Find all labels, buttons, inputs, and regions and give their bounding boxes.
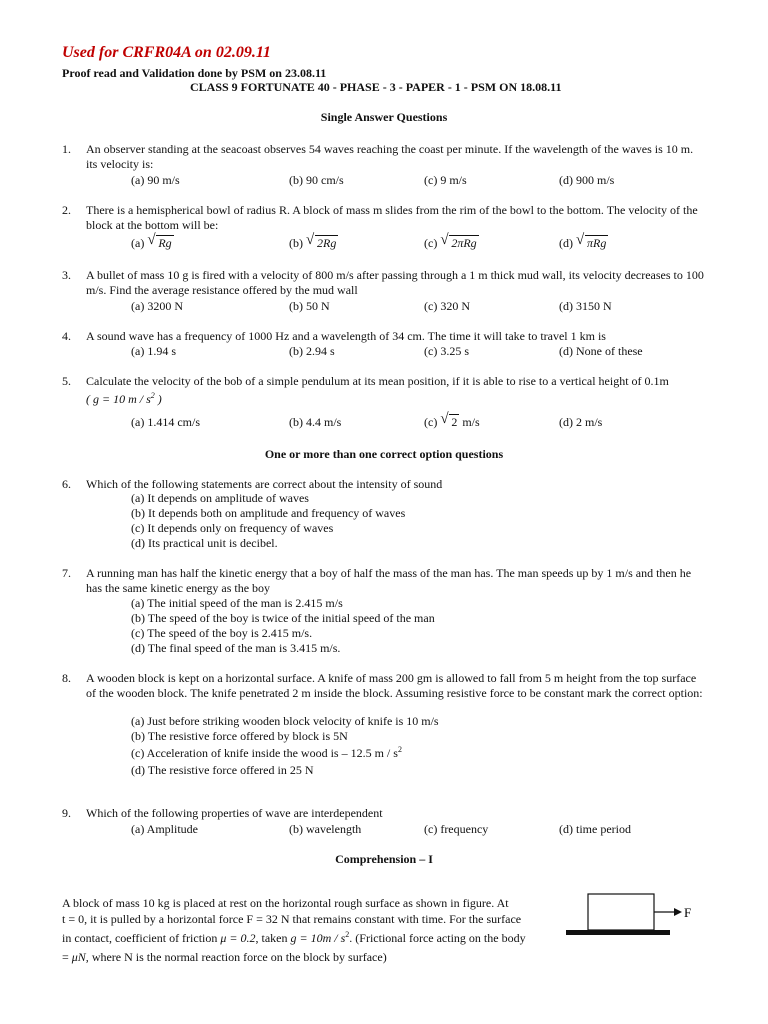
- sub-option: (c) The speed of the boy is 2.415 m/s.: [131, 626, 313, 640]
- sub-option: (b) The resistive force offered by block is 5N: [131, 729, 348, 743]
- usage-note: Used for CRFR04A on 02.09.11: [62, 44, 271, 61]
- option-a: [131, 232, 174, 251]
- exponent: 2: [397, 745, 402, 754]
- sqrt-expression: √ πRg: [576, 232, 607, 250]
- option-c: (c) frequency: [424, 822, 489, 836]
- option-a: (a) 1.414 cm/s: [131, 415, 200, 429]
- option-a: (a) 1.94 s: [131, 344, 176, 358]
- question-number: 1.: [62, 142, 71, 156]
- option-d: (d) 900 m/s: [559, 173, 615, 187]
- force-arrow-head: [674, 908, 682, 916]
- force-label: F: [684, 905, 692, 920]
- option-b: (b) 50 N: [289, 299, 330, 313]
- text-fragment: =: [62, 950, 69, 964]
- sub-option: (d) The final speed of the man is 3.415 m/s.: [131, 641, 341, 655]
- sub-option: (a) Just before striking wooden block velocity of knife is 10 m/s: [131, 714, 439, 728]
- sqrt-expression: √ 2Rg: [306, 232, 337, 250]
- option-letter: (c): [424, 236, 438, 250]
- sub-option: [131, 745, 402, 761]
- sub-option: (c) It depends only on frequency of waves: [131, 521, 334, 535]
- question-number: 7.: [62, 566, 71, 580]
- radicand: πRg: [587, 236, 607, 250]
- sub-option: (d) Its practical unit is decibel.: [131, 536, 278, 550]
- comprehension-line: A block of mass 10 kg is placed at rest on the horizontal rough surface as shown in figure. At: [62, 896, 509, 910]
- sub-option: (d) The resistive force offered in 25 N: [131, 763, 314, 777]
- comprehension-line: [62, 950, 387, 965]
- option-d: (d) time period: [559, 822, 631, 836]
- section-heading-single: Single Answer Questions: [320, 110, 448, 124]
- rough-surface: [566, 930, 670, 935]
- sub-option: (a) It depends on amplitude of waves: [131, 491, 309, 505]
- sqrt-expression: √ Rg: [147, 232, 172, 250]
- paper-title: CLASS 9 FORTUNATE 40 - PHASE - 3 - PAPER - 1 - PSM ON 18.08.11: [190, 80, 562, 94]
- comprehension-line: [62, 930, 526, 946]
- option-a: (a) 3200 N: [131, 299, 183, 313]
- question-number: 4.: [62, 329, 71, 343]
- section-heading-comprehension: Comprehension – I: [335, 852, 433, 866]
- friction-coefficient: μ = 0.2: [220, 931, 256, 945]
- option-letter: (d): [559, 236, 573, 250]
- given-close: ): [154, 392, 162, 406]
- text-fragment: . (Frictional force acting on the body: [349, 931, 526, 945]
- proof-note: Proof read and Validation done by PSM on 23.08.11: [62, 66, 327, 80]
- given-expression: ( g = 10 m / s: [86, 392, 151, 406]
- option-b: (b) 4.4 m/s: [289, 415, 342, 429]
- radicand: 2Rg: [317, 236, 337, 250]
- option-b: (b) 2.94 s: [289, 344, 335, 358]
- sub-option: (b) It depends both on amplitude and frequency of waves: [131, 506, 406, 520]
- text-fragment: in contact, coefficient of friction: [62, 931, 218, 945]
- question-number: 2.: [62, 203, 71, 217]
- question-text: A running man has half the kinetic energy that a boy of half the mass of the man has. The man speeds up by 1 m/s and then he has the same kinetic energy as the boy: [86, 566, 692, 595]
- text-fragment: where N is the normal reaction force on the block by surface): [88, 950, 387, 964]
- option-b: [289, 232, 338, 251]
- option-letter: (b): [289, 236, 303, 250]
- radicand: 2πRg: [451, 236, 477, 250]
- question-text: Calculate the velocity of the bob of a simple pendulum at its mean position, if it is able to rise to a vertical height of 0.1m: [86, 374, 669, 388]
- sqrt-expression: √ 2: [440, 411, 458, 429]
- option-c: (c) 3.25 s: [424, 344, 469, 358]
- radicand: 2: [451, 415, 458, 429]
- radicand: Rg: [158, 236, 172, 250]
- sub-option: (b) The speed of the boy is twice of the initial speed of the man: [131, 611, 435, 625]
- sqrt-expression: √ 2πRg: [440, 232, 477, 250]
- unit: m/s: [459, 415, 480, 429]
- option-c: (c) 320 N: [424, 299, 470, 313]
- question-text: Which of the following statements are correct about the intensity of sound: [86, 477, 443, 491]
- option-b: (b) wavelength: [289, 822, 362, 836]
- question-text: An observer standing at the seacoast observes 54 waves reaching the coast per minute. If the wavelength of the waves is 10 m. its velocity is:: [86, 142, 694, 171]
- exponent: 2: [345, 930, 350, 939]
- question-number: 6.: [62, 477, 71, 491]
- option-a: (a) Amplitude: [131, 822, 198, 836]
- question-text: A sound wave has a frequency of 1000 Hz and a wavelength of 34 cm. The time it will take to travel 1 km is: [86, 329, 606, 343]
- block-figure: [560, 888, 700, 948]
- question-text: Which of the following properties of wave are interdependent: [86, 806, 383, 820]
- comprehension-line: t = 0, it is pulled by a horizontal force F = 32 N that remains constant with time. For the surface: [62, 912, 522, 926]
- option-c: [424, 411, 480, 430]
- exponent: 2: [150, 391, 155, 400]
- sub-option-text: (c) Acceleration of knife inside the wood is – 12.5 m / s: [131, 746, 398, 760]
- question-number: 8.: [62, 671, 71, 685]
- option-d: [559, 232, 608, 251]
- question-number: 5.: [62, 374, 71, 388]
- question-text: A wooden block is kept on a horizontal surface. A knife of mass 200 gm is allowed to fall from 5 m height from the top surface of the wooden block. The knife penetrated 2 m inside the block. Assuming resistive force to be constant mark the correct option:: [86, 671, 703, 700]
- sub-option: (a) The initial speed of the man is 2.415 m/s: [131, 596, 343, 610]
- option-letter: (a): [131, 236, 145, 250]
- option-d: (d) None of these: [559, 344, 643, 358]
- question-number: 9.: [62, 806, 71, 820]
- option-a: (a) 90 m/s: [131, 173, 180, 187]
- section-heading-multiple: One or more than one correct option questions: [264, 447, 504, 461]
- option-d: (d) 3150 N: [559, 299, 612, 313]
- question-text: A bullet of mass 10 g is fired with a velocity of 800 m/s after passing through a 1 m thick mud wall, its velocity decreases to 100 m/s. Find the average resistance offered by the mud wall: [86, 268, 704, 297]
- given-condition: [86, 391, 162, 407]
- friction-expression: μN,: [71, 950, 89, 964]
- question-text: There is a hemispherical bowl of radius R. A block of mass m slides from the rim of the bowl to the bottom. The velocity of the block at the bottom will be:: [86, 203, 698, 232]
- question-number: 3.: [62, 268, 71, 282]
- option-c: (c) 9 m/s: [424, 173, 467, 187]
- block-shape: [588, 894, 654, 930]
- option-c: [424, 232, 479, 251]
- option-d: (d) 2 m/s: [559, 415, 603, 429]
- option-letter: (c): [424, 415, 438, 429]
- text-fragment: , taken: [255, 931, 288, 945]
- gravity-expression: g = 10m / s: [290, 931, 346, 945]
- option-b: (b) 90 cm/s: [289, 173, 344, 187]
